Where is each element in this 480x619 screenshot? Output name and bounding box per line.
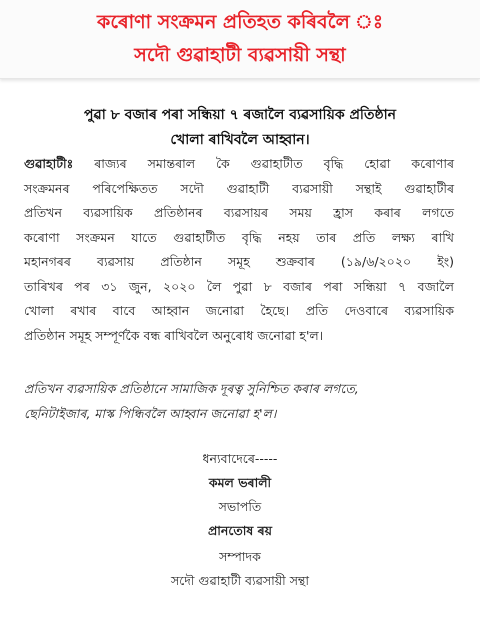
signoff-organization: সদৌ গুৱাহাটী ব্যৱসায়ী সন্থা — [171, 573, 309, 588]
body-paragraph — [24, 152, 454, 348]
body-line: প্ৰতিষ্ঠান সমূহ সম্পূৰ্ণকৈ বন্ধ ৰাখিবলৈ অনুৰোধ জনোৱা হ'ল। — [24, 327, 324, 343]
body-line: তাৰিখৰ পৰ ৩১ জুন, ২০২০ লৈ পুৱা ৮ বজাৰ পৰা সন্ধিয়া ৭ বজালৈ — [24, 278, 454, 294]
banner-title: কৰোণা সংক্ৰমন প্ৰতিহত কৰিবলৈ ঃ — [97, 11, 383, 33]
body-line: কৰোণা সংক্ৰমন যাতে গুৱাহাটীত বৃদ্ধি নহয় তাৰ প্ৰতি লক্ষ্য ৰাখি — [24, 229, 454, 245]
note-line: ছেনিটাইজাৰ, মাস্ক পিন্ধিবলৈ আহ্বান জনোৱা হ'ল। — [24, 405, 277, 421]
note-paragraph — [24, 377, 460, 426]
signatory-name-secretary: প্ৰানতোষ ৰয় — [207, 523, 273, 538]
signatory-title-president: সভাপতি — [218, 499, 262, 514]
headline-line-2: খোলা ৰাখিবলৈ আহ্বান। — [170, 132, 310, 148]
body-line: খোলা ৰখাৰ বাবে আহ্বান জনোৱা হৈছে। প্ৰতি দেওবাৰে ব্যৱসায়িক — [24, 303, 454, 318]
signatory-name-president: কমল ভৰালী — [208, 475, 272, 490]
signatory-title-secretary: সম্পাদক — [219, 549, 261, 564]
note-line: প্ৰতিখন ব্যৱসায়িক প্ৰতিষ্ঠানে সামাজিক দূৰত্ব সুনিশ্চিত কৰাৰ লগতে, — [24, 381, 359, 396]
body-line: মহানগৰৰ ব্যৱসায় প্ৰতিষ্ঠান সমূহ শুক্ৰবাৰ (১৯/৬/২০২০ ইং) — [24, 254, 454, 269]
headline-line-1: পুৱা ৮ বজাৰ পৰা সন্ধিয়া ৭ ৰজালৈ ব্যৱসায়িক প্ৰতিষ্ঠান — [84, 107, 396, 123]
signoff-thanks: ধন্যবাদেৰে----- — [202, 451, 278, 466]
header-banner — [0, 0, 480, 79]
dateline: গুৱাহাটীঃ — [24, 156, 74, 171]
banner-organization: সদৌ গুৱাহাটী ব্যৱসায়ী সন্থা — [134, 44, 346, 66]
body-line: সংক্ৰমনৰ পৰিপেক্ষিতত সদৌ গুৱাহাটী ব্যৱসায়ী সন্থাই গুৱাহাটীৰ — [24, 180, 454, 196]
body-line: প্ৰতিখন ব্যৱসায়িক প্ৰতিষ্ঠানৰ ব্যৱসায়ৰ সময় হ্ৰাস কৰাৰ লগতে — [24, 205, 454, 220]
body-line: গুৱাহাটীঃ ৰাজ্যৰ সমান্তৰাল কৈ গুৱাহাটীত বৃদ্ধি হোৱা কৰোণাৰ — [24, 156, 454, 171]
